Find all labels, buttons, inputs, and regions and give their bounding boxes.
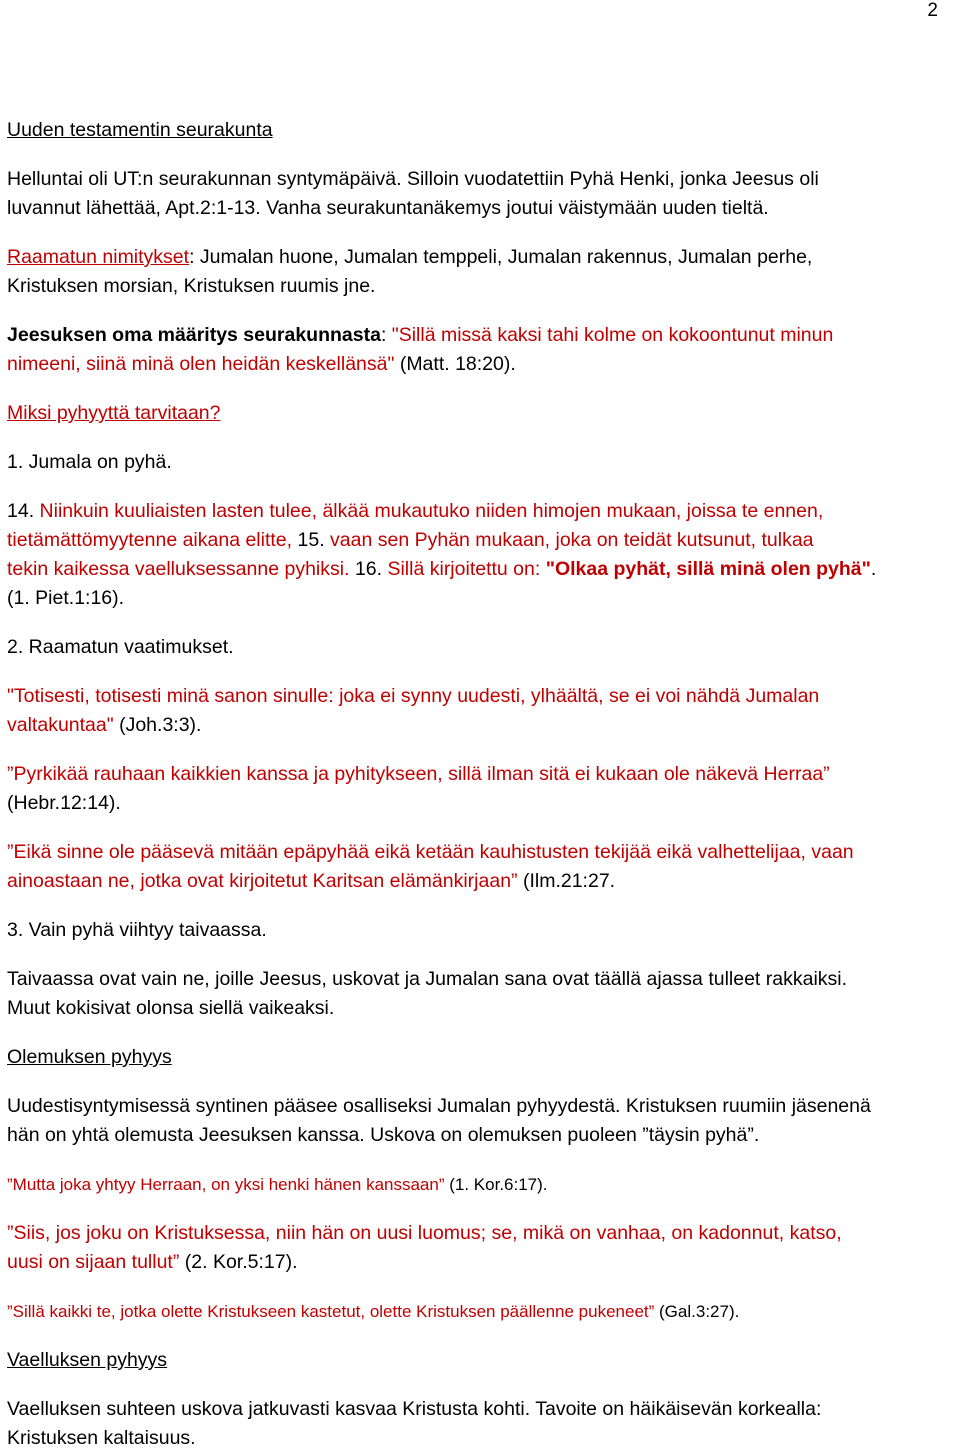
bible-quote: ”Mutta joka yhtyy Herraan, on yksi henki hänen kanssaan” (1. Kor.6:17). bbox=[7, 1175, 548, 1194]
list-item: 2. Raamatun vaatimukset. bbox=[7, 636, 234, 658]
bible-quote: "Totisesti, totisesti minä sanon sinulle: joka ei synny uudesti, ylhäältä, se ei voi nähdä Jumalan valtakuntaa" (Joh.3:3). bbox=[7, 685, 820, 736]
page-number: 2 bbox=[927, 0, 938, 21]
bible-quote: 14. Niinkuin kuuliaisten lasten tulee, älkää mukautuko niiden himojen mukaan, joissa te ennen, tietämättömyytenne aikana elitte, 15. vaan sen Pyhän mukaan, joka on teidät kutsunut, tulkaa tekin kaikessa vaelluksessanne pyhiksi. 16. Sillä kirjoitettu on: "Olkaa pyhät, sillä minä olen pyhä". (1. Piet.1:16). bbox=[7, 500, 877, 609]
paragraph: Jeesuksen oma määritys seurakunnasta: "Sillä missä kaksi tahi kolme on kokoontunut minun nimeeni, siinä minä olen heidän keskellänsä" (Matt. 18:20). bbox=[7, 324, 834, 375]
paragraph: Taivaassa ovat vain ne, joille Jeesus, uskovat ja Jumalan sana ovat täällä ajassa tulleet rakkaiksi. Muut kokisivat olonsa siellä vaikeaksi. bbox=[7, 968, 848, 1019]
section-heading: Miksi pyhyyttä tarvitaan? bbox=[7, 402, 221, 424]
section-heading: Olemuksen pyhyys bbox=[7, 1046, 172, 1068]
list-item: 1. Jumala on pyhä. bbox=[7, 451, 172, 473]
list-item: 3. Vain pyhä viihtyy taivaassa. bbox=[7, 919, 267, 941]
document-body bbox=[7, 116, 957, 1453]
bible-quote: ”Siis, jos joku on Kristuksessa, niin hän on uusi luomus; se, mikä on vanhaa, on kadonnut, katso, uusi on sijaan tullut” (2. Kor.5:17). bbox=[7, 1222, 842, 1273]
paragraph: Vaelluksen suhteen uskova jatkuvasti kasvaa Kristusta kohti. Tavoite on häikäisevän korkealla: Kristuksen kaltaisuus. bbox=[7, 1398, 822, 1449]
bible-quote: ”Eikä sinne ole pääsevä mitään epäpyhää eikä ketään kauhistusten tekijää eikä valhettelijaa, vaan ainoastaan ne, jotka ovat kirjoitetut Karitsan elämänkirjaan” (Ilm.21:27. bbox=[7, 841, 854, 892]
paragraph: Raamatun nimitykset: Jumalan huone, Jumalan temppeli, Jumalan rakennus, Jumalan perhe, Kristuksen morsian, Kristuksen ruumis jne. bbox=[7, 246, 813, 297]
paragraph: Helluntai oli UT:n seurakunnan syntymäpäivä. Silloin vuodatettiin Pyhä Henki, jonka Jeesus oli luvannut lähettää, Apt.2:1-13. Vanha seurakuntanäkemys joutui väistymään uuden tieltä. bbox=[7, 168, 819, 219]
bible-quote: ”Sillä kaikki te, jotka olette Kristukseen kastetut, olette Kristuksen päällenne pukeneet” (Gal.3:27). bbox=[7, 1302, 740, 1321]
paragraph: Uudestisyntymisessä syntinen pääsee osalliseksi Jumalan pyhyydestä. Kristuksen ruumiin jäsenenä hän on yhtä olemusta Jeesuksen kanssa. Uskova on olemuksen puoleen ”täysin pyhä”. bbox=[7, 1095, 871, 1146]
bible-quote: ”Pyrkikää rauhaan kaikkien kanssa ja pyhitykseen, sillä ilman sitä ei kukaan ole näkevä Herraa” (Hebr.12:14). bbox=[7, 763, 830, 814]
section-heading: Uuden testamentin seurakunta bbox=[7, 119, 273, 141]
section-heading: Vaelluksen pyhyys bbox=[7, 1349, 168, 1371]
